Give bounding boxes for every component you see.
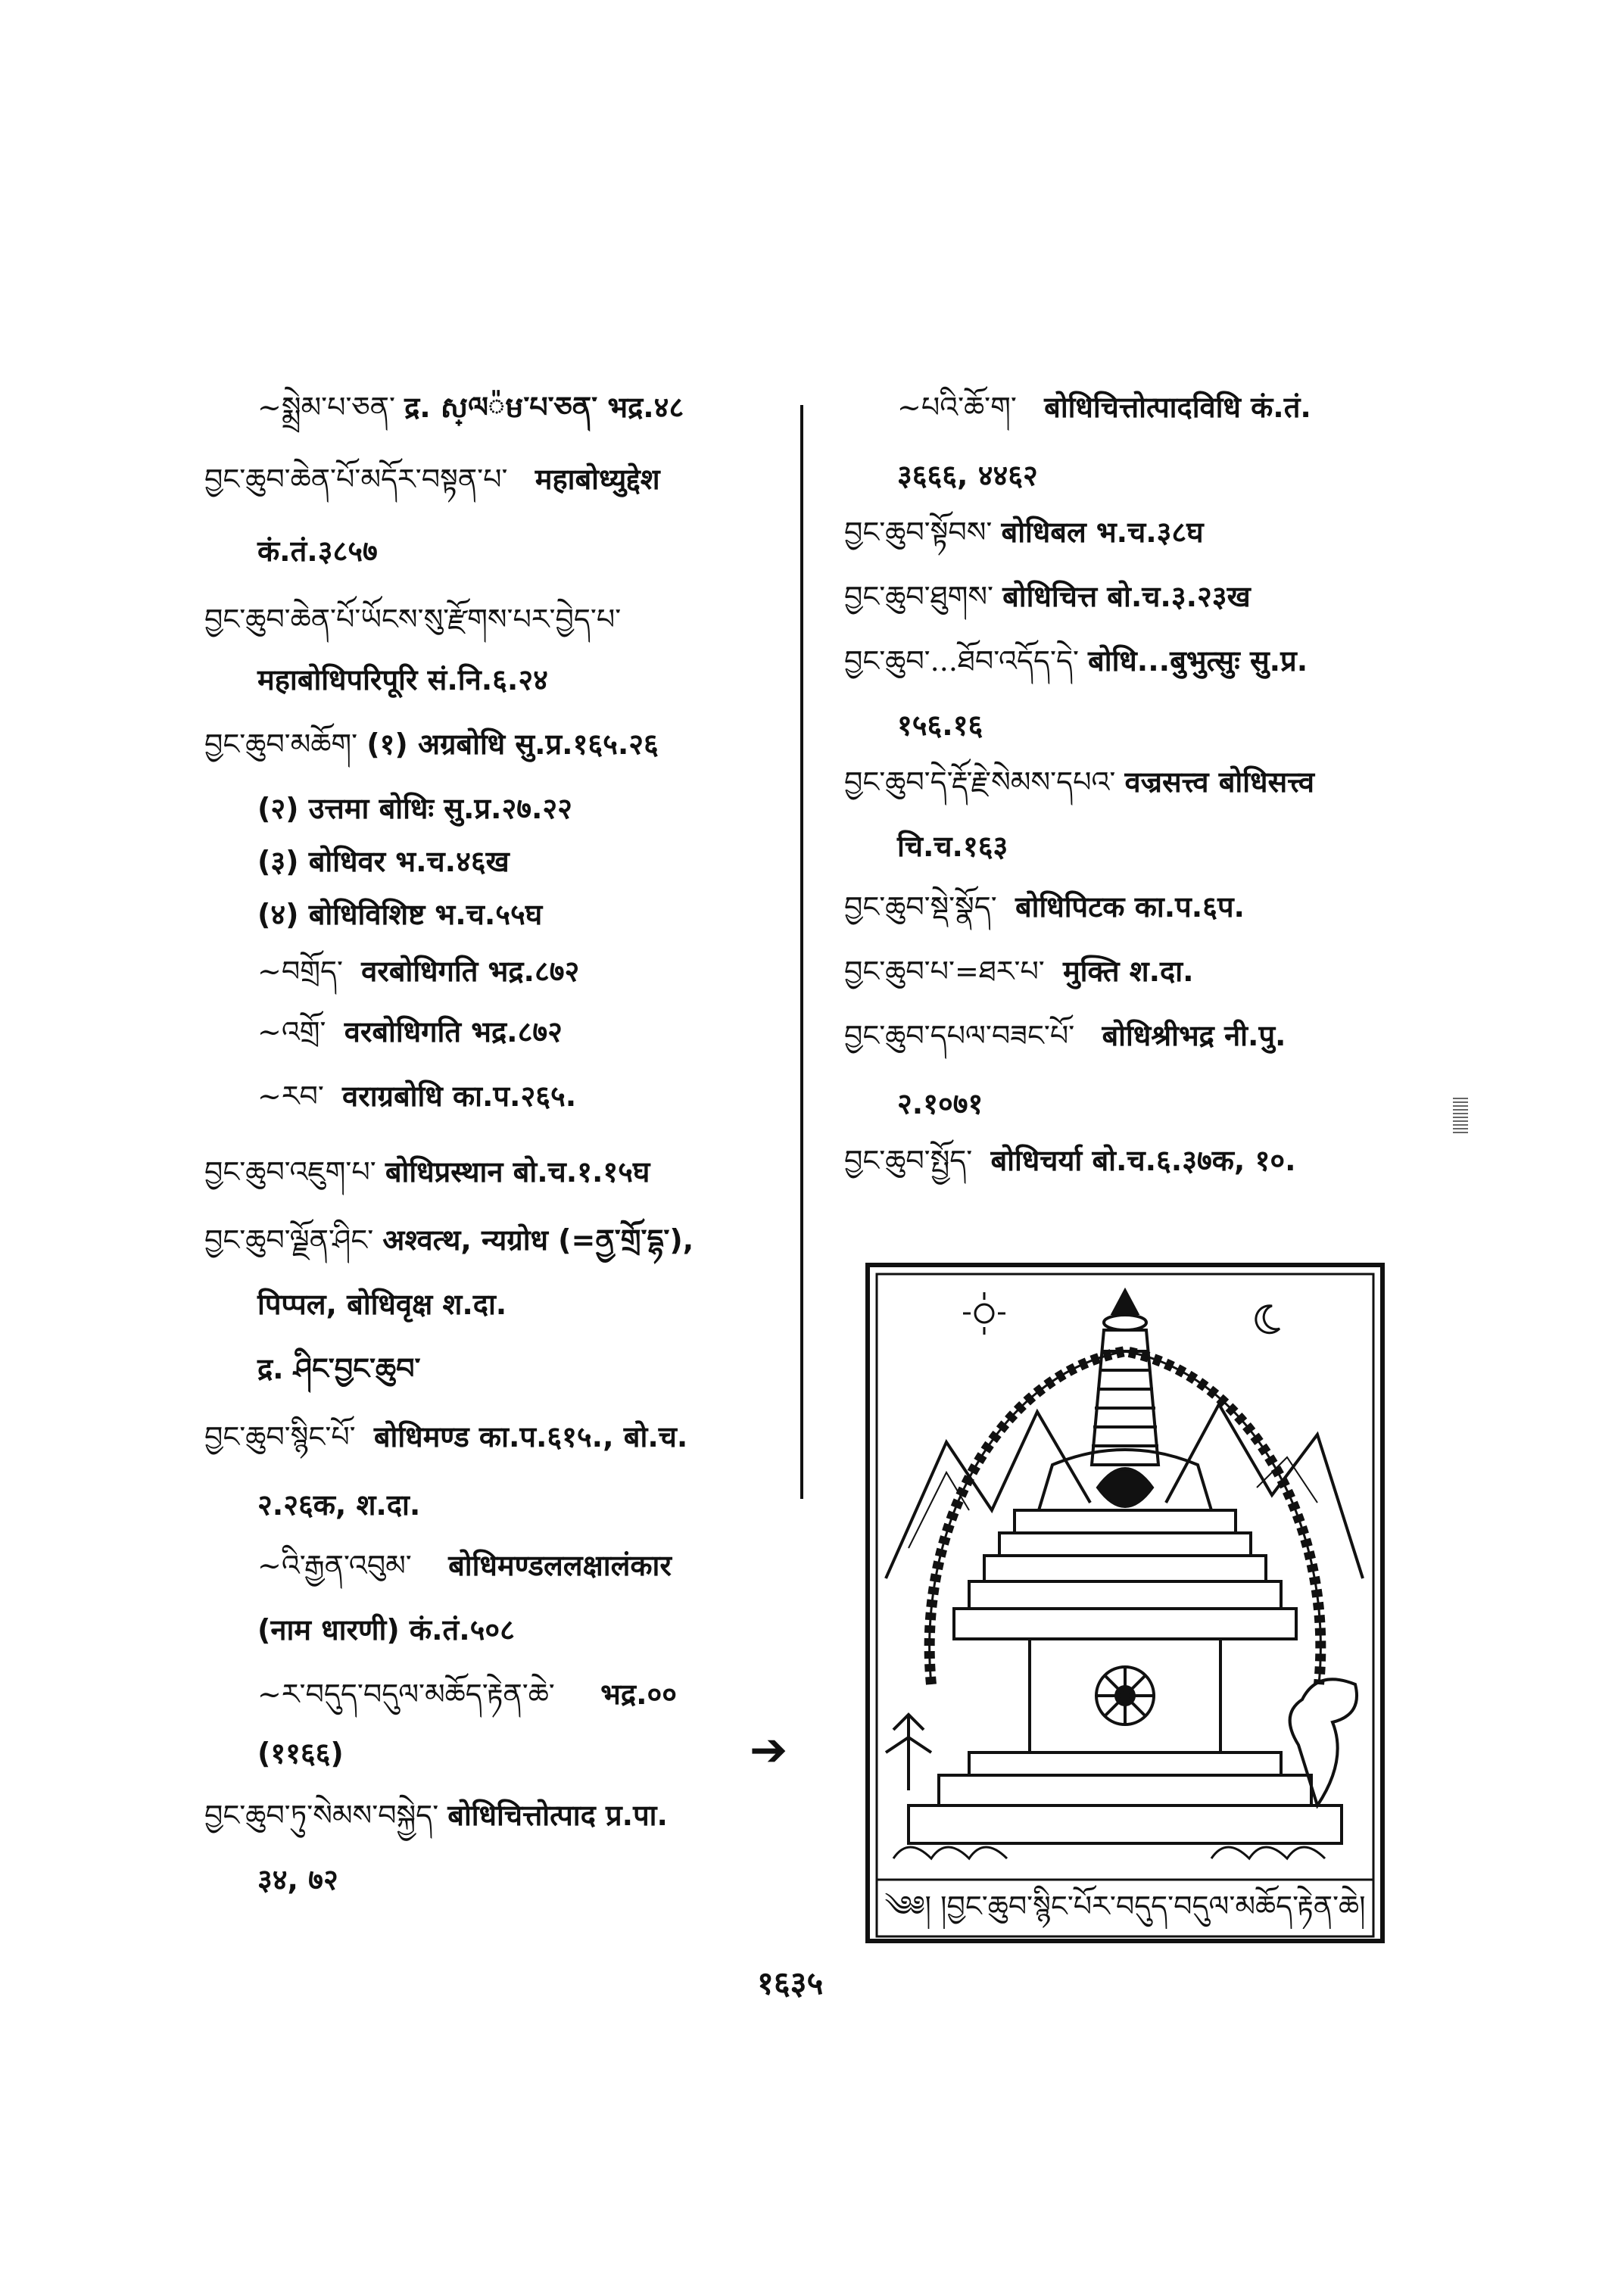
entry-line (257, 1347, 420, 1390)
tibetan-term: ~སྨྲེམ་པ་ཅན་ (257, 391, 395, 424)
entry-line (257, 1609, 515, 1651)
sanskrit-gloss: वरबोधिगति भद्र.८७२ (361, 955, 580, 988)
tibetan-term: བྱང་ཆུབ་སྤྱོད་ (844, 1144, 973, 1177)
entry-line (204, 1794, 668, 1837)
sanskrit-gloss: बोधिप्रस्थान बो.च.१.१५घ (385, 1155, 650, 1189)
tibetan-term: བྱང་ཆུབ་དེ་རྡོ་རྗེ་སེམས་དཔའ་ (844, 765, 1116, 799)
entry-line (257, 893, 542, 936)
sanskrit-gloss: (१) अग्रबोधि सु.प्र.१६५.२६ (366, 727, 659, 761)
tibetan-term: ~འི་རྒྱན་འབུམ་ (257, 1549, 412, 1582)
sanskrit-gloss: बोधिचित्तोत्पादविधि कं.तं. (1044, 391, 1311, 424)
entry-line (844, 640, 1308, 682)
tibetan-term: ~པའི་ཆོ་ག་ (897, 391, 1017, 424)
entry-line (844, 761, 1314, 803)
sanskrit-gloss: द्र. ស្ལ៉ម་པ་ཅན་ भद्र.४८ (404, 391, 684, 424)
sanskrit-gloss: भद्र.०० (600, 1678, 678, 1711)
sanskrit-gloss: वज्रसत्त्व बोधिसत्त्व (1124, 765, 1314, 799)
sanskrit-gloss: २.१०७१ (897, 1087, 983, 1120)
entry-line (204, 598, 621, 640)
tibetan-term: བྱང་ཆུབ་ཐུགས་ (844, 580, 993, 613)
sanskrit-gloss: बोधिचित्त बो.च.३.२३ख (1002, 580, 1251, 613)
entry-line (844, 511, 1204, 553)
entry-line (257, 1283, 507, 1326)
entry-line (257, 386, 684, 428)
tibetan-term: ~འགྲོ་ (257, 1015, 326, 1048)
entry-line (257, 1732, 344, 1774)
entry-line (844, 1014, 1286, 1057)
entry-line (204, 1416, 687, 1458)
sanskrit-gloss: १५६.१६ (897, 709, 983, 742)
sanskrit-gloss: पिप्पल, बोधिवृक्ष श.दा. (257, 1288, 507, 1321)
tibetan-term: བྱང་ཆུབ་པ་=ཐར་པ་ (844, 955, 1045, 988)
sanskrit-gloss: बोधिबल भ.च.३८घ (1001, 516, 1204, 549)
entry-line (257, 1011, 563, 1053)
entry-line (257, 950, 579, 992)
sanskrit-gloss: (११६६) (257, 1737, 344, 1770)
entry-line (897, 704, 983, 746)
tibetan-term: བྱང་ཆུབ་...ཐོབ་འདོད་དེ་ (844, 644, 1079, 678)
tibetan-term: བྱང་ཆུབ་སྡེ་སྣོད་ (844, 890, 997, 924)
sanskrit-gloss: वरबोधिगति भद्र.८७२ (344, 1015, 563, 1048)
sanskrit-gloss: ३४, ७२ (257, 1863, 338, 1896)
sanskrit-gloss: २.२६क, श.दा. (257, 1488, 421, 1522)
tibetan-term: ~རབ་ (257, 1080, 324, 1113)
tibetan-term: བྱང་ཆུབ་སྙིང་པོ་ (204, 1420, 356, 1453)
sanskrit-gloss: कं.तं.३८५७ (257, 534, 378, 568)
tibetan-term: ~བགྲོད་ (257, 955, 343, 988)
entry-line (897, 825, 1008, 868)
entry-line (204, 1151, 650, 1193)
sanskrit-gloss: मुक्ति श.दा. (1062, 955, 1194, 988)
tibetan-term: བྱང་ཆུབ་ཆེན་པོ་ཡོངས་སུ་རྫོགས་པར་བྱེད་པ་ (204, 603, 622, 636)
sanskrit-gloss: (३) बोधिवर भ.च.४६ख (257, 845, 510, 878)
entry-line (257, 1858, 338, 1901)
entry-line (204, 1219, 694, 1261)
entry-line (844, 575, 1251, 618)
entry-line (844, 950, 1194, 992)
sanskrit-gloss: (नाम धारणी) कं.तं.५०८ (257, 1613, 515, 1647)
scan-tick-marks (1453, 1098, 1468, 1136)
sanskrit-gloss: बोधिचित्तोत्पाद प्र.पा. (447, 1799, 668, 1832)
sanskrit-gloss: बोधिश्रीभद्र नी.पु. (1102, 1019, 1286, 1052)
sanskrit-gloss: अश्वत्थ, न्यग्रोध (=ནྱ་གྲོ་དྷ་), (382, 1223, 694, 1257)
sanskrit-gloss: द्र. ཤིང་བྱང་ཆུབ་ (257, 1352, 421, 1385)
entry-line (844, 1139, 1296, 1182)
sanskrit-gloss: बोधि...बुभुत्सुः सु.प्र. (1088, 644, 1308, 678)
sanskrit-gloss: चि.च.१६३ (897, 830, 1008, 863)
sanskrit-gloss: (२) उत्तमा बोधिः सु.प्र.२७.२२ (257, 792, 572, 825)
tibetan-term: བྱང་ཆུབ་ཏུ་སེམས་བསྐྱེད་ (204, 1799, 439, 1832)
sanskrit-gloss: महाबोधिपरिपूरि सं.नि.६.२४ (257, 663, 548, 696)
illustration-caption: ༄༅། །བྱང་ཆུབ་སྙིང་པོར་བདུད་བདུལ་མཆོད་རྟེན་ཆེ། (884, 1890, 1366, 1923)
tibetan-term: བྱང་ཆུབ་དཔལ་བཟང་པོ་ (844, 1019, 1075, 1052)
entry-line (257, 1544, 672, 1587)
sanskrit-gloss: महाबोध्युद्देश (535, 463, 660, 496)
stupa-illustration (863, 1260, 1387, 1946)
tibetan-term: བྱང་ཆུབ་མཆོག་ (204, 727, 358, 761)
entry-line (257, 787, 572, 830)
entry-line (257, 1673, 677, 1715)
sanskrit-gloss: ३६६६, ४४६२ (897, 459, 1038, 492)
sanskrit-gloss: बोधिपिटक का.प.६प. (1015, 890, 1245, 924)
sanskrit-gloss: बोधिचर्या बो.च.६.३७क, १०. (990, 1144, 1296, 1177)
entry-line (257, 840, 510, 883)
entry-line (204, 723, 659, 765)
tibetan-term: བྱང་ཆུབ་འཇུག་པ་ (204, 1155, 376, 1189)
entry-line (844, 886, 1245, 928)
page-number: १६३५ (757, 1964, 824, 2002)
entry-line (257, 1075, 576, 1117)
sanskrit-gloss: वराग्रबोधि का.प.२६५. (342, 1080, 577, 1113)
entry-line (257, 530, 378, 572)
sanskrit-gloss: (४) बोधिविशिष्ट भ.च.५५घ (257, 898, 543, 931)
tibetan-term: བྱང་ཆུབ་ཆེན་པོ་མདོར་བསྟན་པ་ (204, 463, 508, 496)
entry-line (257, 659, 548, 701)
entry-line (897, 386, 1311, 428)
sanskrit-gloss: बोधिमण्ड का.प.६१५., बो.च. (373, 1420, 688, 1453)
right-arrow-icon: ➔ (750, 1724, 788, 1777)
entry-line (897, 1083, 983, 1125)
tibetan-term: ~ར་བདུད་བདུལ་མཆོད་རྟེན་ཆེ་ (257, 1678, 555, 1711)
entry-line (204, 458, 660, 500)
tibetan-term: བྱང་ཆུབ་སྟོབས་ (844, 516, 993, 549)
entry-line (897, 454, 1038, 497)
sanskrit-gloss: बोधिमण्डललक्षालंकार (448, 1549, 672, 1582)
entry-line (257, 1484, 420, 1526)
tibetan-term: བྱང་ཆུབ་ལྗོན་ཤིང་ (204, 1223, 374, 1257)
column-divider (800, 405, 803, 1499)
